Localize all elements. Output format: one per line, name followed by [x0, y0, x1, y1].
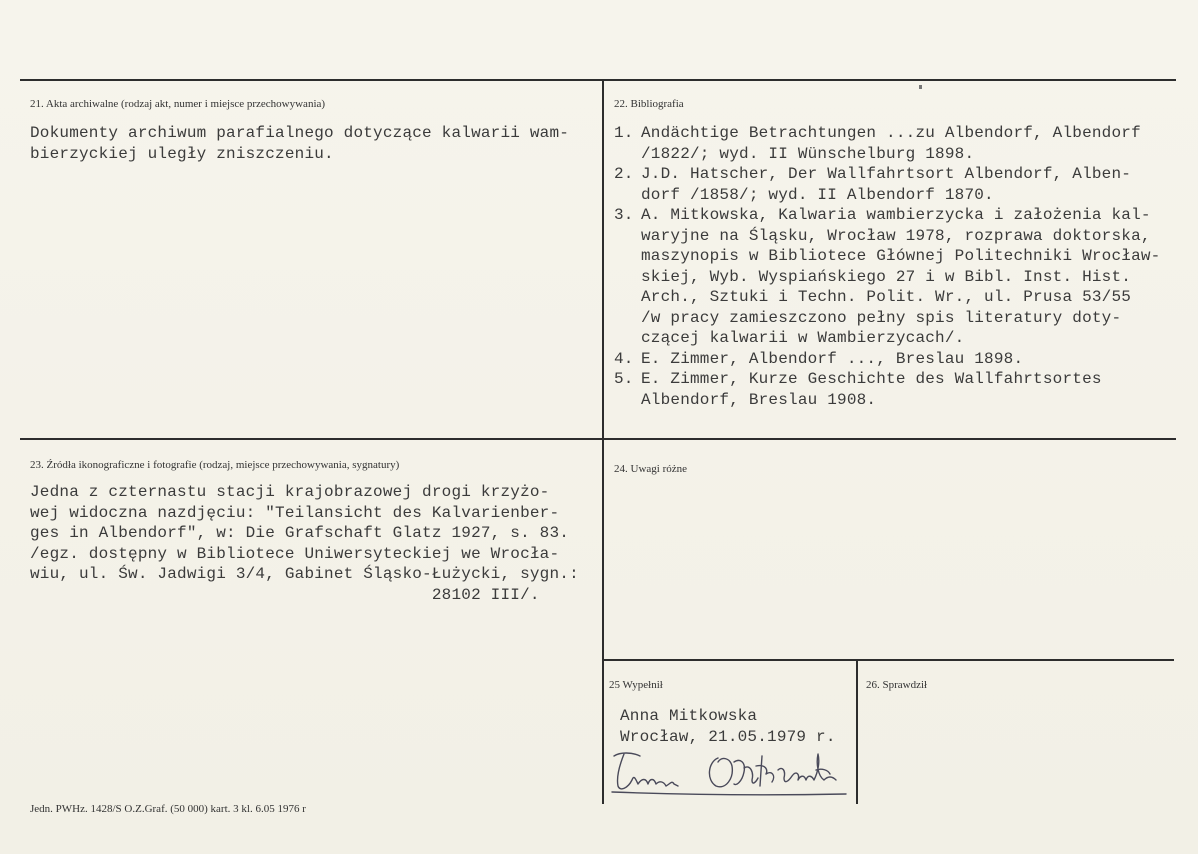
signoff-horizontal-rule [603, 659, 1174, 661]
section-25-text: Anna Mitkowska Wrocław, 21.05.1979 r. [620, 707, 836, 746]
section-25-label: 25 Wypełnił [609, 679, 663, 691]
section-21-label: 21. Akta archiwalne (rodzaj akt, numer i miejsce przechowywania) [30, 98, 326, 110]
bibliography-item-1 [614, 123, 1160, 164]
bibliography-item-number: 5. [614, 370, 634, 388]
handwritten-signature [606, 740, 856, 802]
bibliography-item-number: 3. [614, 206, 634, 224]
bibliography-list [614, 123, 1160, 410]
section-22-label: 22. Bibliografia [614, 98, 684, 110]
bibliography-item-5 [614, 369, 1160, 410]
section-26-label: 26. Sprawdził [866, 679, 928, 691]
bibliography-item-number: 4. [614, 349, 634, 368]
middle-horizontal-rule [20, 438, 1176, 440]
section-23-text: Jedna z czternastu stacji krajobrazowej drogi krzyżo- wej widoczna nazdjęciu: "Teilansicht des Kalvarienber- ges in Albendorf", w: Die Grafschaft Glatz 1927, s. 83. /egz. dostępny w Bibliotece Uniwersyteckiej we Wrocła- wiu, ul. Św. Jadwigi 3/4, Gabinet Śląsko-Łużycki, sygn.: 28102 III/. [30, 483, 579, 604]
bibliography-item-text: A. Mitkowska, Kalwaria wambierzycka i założenia kal- waryjne na Śląsku, Wrocław 1978, rozprawa doktorska, maszynopis w Bibliotece Głównej Politechniki Wrocław- skiej, Wyb. Wyspiańskiego 27 i w Bibl. Inst. Hist. Arch., Sztuki i Techn. Polit. Wr., ul. Prusa 53/55 /w pracy zamieszczono pełny spis literatury doty- czącej kalwarii w Wambierzycach/. [641, 206, 1161, 347]
bibliography-item-text: E. Zimmer, Kurze Geschichte des Wallfahrtsortes Albendorf, Breslau 1908. [641, 370, 1102, 409]
form-print-footer: Jedn. PWHz. 1428/S O.Z.Graf. (50 000) kart. 3 kl. 6.05 1976 r [30, 803, 306, 815]
section-24-label: 24. Uwagi różne [614, 463, 688, 475]
bibliography-item-2 [614, 164, 1160, 205]
center-vertical-rule [602, 79, 604, 804]
bibliography-item-4 [614, 349, 1160, 370]
section-21-text: Dokumenty archiwum parafialnego dotyczące kalwarii wam- bierzyckiej uległy zniszczeniu. [30, 124, 570, 163]
signoff-vertical-rule [856, 660, 858, 804]
section-23-label: 23. Źródła ikonograficzne i fotografie (rodzaj, miejsce przechowywania, sygnatury) [30, 459, 400, 471]
bibliography-item-text: J.D. Hatscher, Der Wallfahrtsort Albendorf, Alben- dorf /1858/; wyd. II Albendorf 1870. [641, 165, 1132, 204]
scan-speck [919, 85, 922, 89]
bibliography-item-number: 2. [614, 165, 634, 183]
bibliography-item-text: Andächtige Betrachtungen ...zu Albendorf, Albendorf /1822/; wyd. II Wünschelburg 1898. [641, 124, 1141, 163]
bibliography-item-3 [614, 205, 1160, 349]
bibliography-item-number: 1. [614, 124, 634, 142]
top-horizontal-rule [20, 79, 1176, 81]
bibliography-item-text: E. Zimmer, Albendorf ..., Breslau 1898. [641, 349, 1024, 368]
